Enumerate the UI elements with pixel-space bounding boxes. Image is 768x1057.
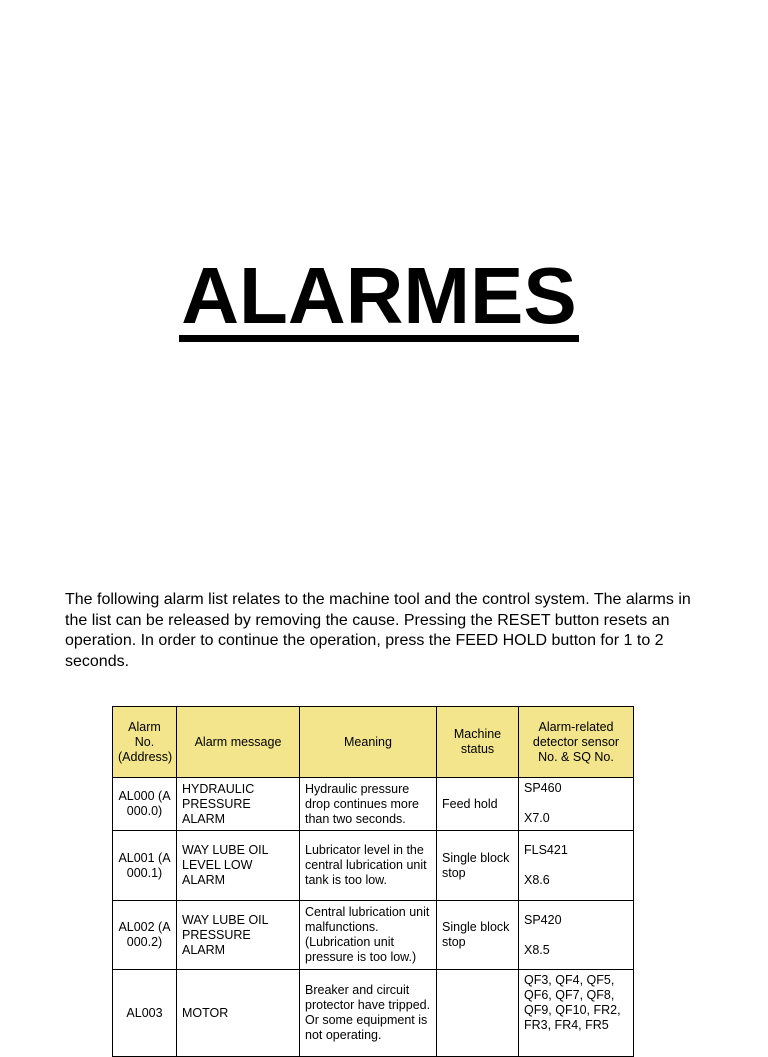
table-row <box>113 901 634 970</box>
header-alarm-no: Alarm No. (Address) <box>113 707 177 778</box>
table-row <box>113 778 634 831</box>
alarm-table <box>112 706 634 1057</box>
sensor-id: FLS421 <box>524 843 568 857</box>
table-row <box>113 831 634 901</box>
cell-alarm-no: AL001 (A000.1) <box>113 831 177 901</box>
table-header-row <box>113 707 634 778</box>
cell-detector-sensor <box>519 970 634 1057</box>
cell-machine-status: Single block stop <box>437 831 519 901</box>
intro-paragraph: The following alarm list relates to the machine tool and the control system. The alarms in the list can be released by removing the cause. Pressing the RESET button resets an operation. In order to continue the operation, press the FEED HOLD button for 1 to 2 seconds. <box>65 591 691 670</box>
cell-machine-status: Single block stop <box>437 901 519 970</box>
header-detector-sensor: Alarm-related detector sensor No. & SQ No. <box>519 707 634 778</box>
sensor-address: X8.6 <box>524 873 550 887</box>
header-alarm-message: Alarm message <box>177 707 300 778</box>
cell-meaning: Breaker and circuit protector have tripped. Or some equipment is not operating. <box>300 970 437 1057</box>
sensor-id: QF3, QF4, QF5, QF6, QF7, QF8, QF9, QF10, FR2, <box>524 973 621 1017</box>
sensor-id: SP420 <box>524 912 562 927</box>
cell-alarm-no: AL002 (A000.2) <box>113 901 177 970</box>
cell-detector-sensor <box>519 778 634 831</box>
cell-alarm-message: HYDRAULIC PRESSURE ALARM <box>177 778 300 831</box>
cell-meaning: Lubricator level in the central lubrication unit tank is too low. <box>300 831 437 901</box>
cell-alarm-no: AL003 <box>113 970 177 1057</box>
cell-alarm-message: WAY LUBE OIL LEVEL LOW ALARM <box>177 831 300 901</box>
cell-alarm-no: AL000 (A000.0) <box>113 778 177 831</box>
header-machine-status: Machine status <box>437 707 519 778</box>
sensor-address: X8.5 <box>524 942 550 957</box>
cell-detector-sensor <box>519 831 634 901</box>
document-title-text: ALARMES <box>181 251 577 340</box>
table-row <box>113 970 634 1057</box>
cell-alarm-message: WAY LUBE OIL PRESSURE ALARM <box>177 901 300 970</box>
cell-meaning: Central lubrication unit malfunctions. (Lubrication unit pressure is too low.) <box>300 901 437 970</box>
cell-machine-status <box>437 970 519 1057</box>
cell-meaning: Hydraulic pressure drop continues more than two seconds. <box>300 778 437 831</box>
sensor-address: X7.0 <box>524 811 550 825</box>
header-meaning: Meaning <box>300 707 437 778</box>
document-title <box>0 248 758 344</box>
sensor-address: FR3, FR4, FR5 <box>524 1018 609 1032</box>
cell-alarm-message: MOTOR <box>177 970 300 1057</box>
cell-detector-sensor <box>519 901 634 970</box>
cell-machine-status: Feed hold <box>437 778 519 831</box>
sensor-id: SP460 <box>524 781 562 795</box>
